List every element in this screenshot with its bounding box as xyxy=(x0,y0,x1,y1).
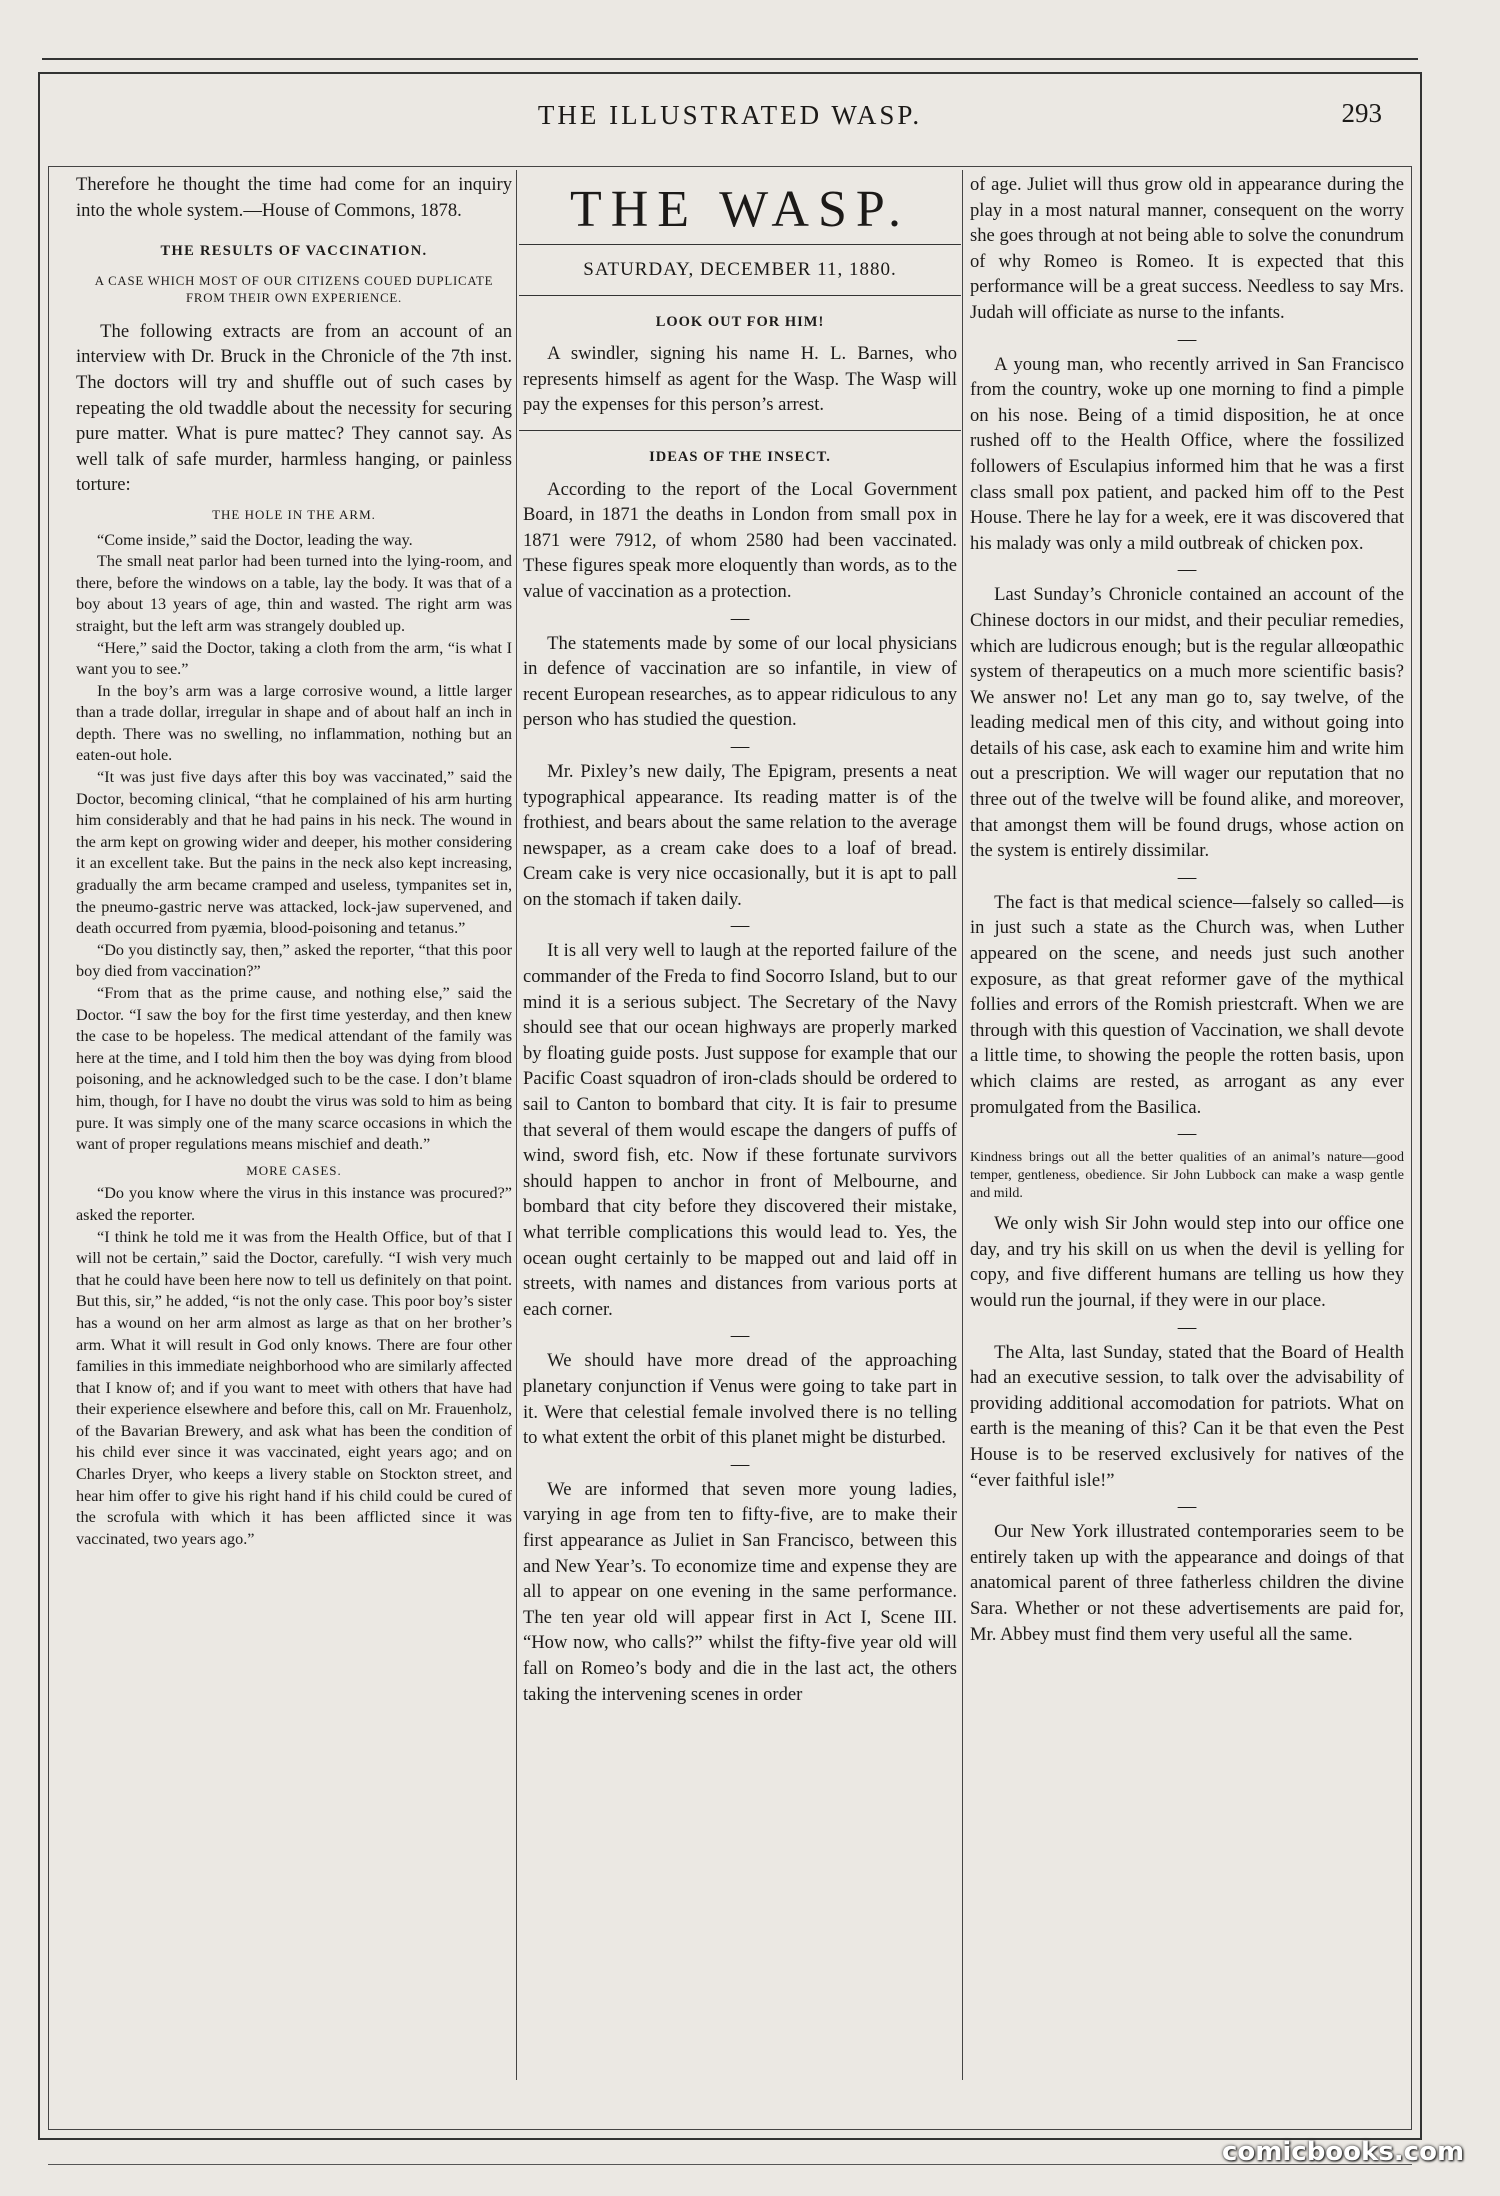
separator-dash: — xyxy=(730,607,750,629)
editorial-paragraph: Our New York illustrated contemporaries seem to be entirely taken up with the appearance and doings of that anatomical parent of three fatherless children the divine Sara. Whether or not these advertisements are paid for, Mr. Abbey must find them very useful all the same. xyxy=(970,1521,1404,1645)
running-head: THE ILLUSTRATED WASP. xyxy=(537,100,923,130)
editorial-heading: IDEAS OF THE INSECT. xyxy=(649,448,831,465)
intro-paragraph: Therefore he thought the time had come for an inquiry into the whole system.—House of Commons, 1878. xyxy=(76,174,512,221)
dateline-rule xyxy=(519,295,961,296)
separator-dash: — xyxy=(1177,328,1197,350)
article-paragraph: “Here,” said the Doctor, taking a cloth from the arm, “is what I want you to see.” xyxy=(76,638,512,679)
masthead: THE WASP. xyxy=(569,181,911,238)
column-3 xyxy=(970,172,1404,1647)
editorial-paragraph: A young man, who recently arrived in San Francisco from the country, woke up one morning to find a pimple on his nose. Being of a timid disposition, he at once rushed off to the Health Office, where the fossilized followers of Esculapius informed him that he was a first class small pox patient, and packed him off to the Pest House. There he lay for a week, ere it was discovered that his malady was only a mild outbreak of chicken pox. xyxy=(970,353,1404,554)
separator-dash: — xyxy=(1177,1316,1197,1338)
separator-dash: — xyxy=(730,1325,750,1347)
page-number: 293 xyxy=(1341,98,1382,128)
article-paragraph: “It was just five days after this boy was vaccinated,” said the Doctor, becoming clinical, “that he complained of his arm hurting him considerably and that he had pains in his neck. The wound in the arm kept on growing wider and deeper, his mother considering it an excellent take. But the pains in the neck also kept increasing, gradually the arm became cramped and useless, tympanites set in, the pneumo-gastric nerve was attacked, lock-jaw supervened, and death occurred from pyæmia, blood-poisoning and tetanus.” xyxy=(76,768,512,938)
article-paragraph: The following extracts are from an account of an interview with Dr. Bruck in the Chronicle of the 7th inst. The doctors will try and shuffle out of such cases by repeating the old twaddle about the necessity for securing pure matter. What is pure mattec? They cannot say. As well talk of safe murder, harmless hanging, or painless torture: xyxy=(76,320,512,496)
notice-heading: LOOK OUT FOR HIM! xyxy=(655,313,825,330)
editorial-paragraph: The statements made by some of our local physicians in defence of vaccination are so infantile, in view of recent European researches, as to appear ridiculous to any person who has studied the question. xyxy=(523,632,957,731)
article-paragraph: “Come inside,” said the Doctor, leading the way. xyxy=(97,530,413,549)
separator-dash: — xyxy=(730,735,750,757)
section-heading-hole: THE HOLE IN THE ARM. xyxy=(212,506,376,522)
article-paragraph: The small neat parlor had been turned into the lying-room, and there, before the windows on a table, lay the body. It was that of a boy about 13 years of age, thin and wasted. The right arm was straight, but the left arm was strangely doubled up. xyxy=(76,552,512,635)
article-paragraph: “From that as the prime cause, and nothing else,” said the Doctor. “I saw the boy for the first time yesterday, and then knew the case to be hopeless. The medical attendant of the family was here at the time, and I told him then the boy was dying from blood poisoning, and he acknowledged such to be the case. I don’t blame him, though, for I have no doubt the virus was sold to him as being pure. It was simply one of the many scarce occasions in which the want of proper regulations means mischief and death.” xyxy=(76,984,512,1154)
editorial-paragraph: The Alta, last Sunday, stated that the Board of Health had an executive session, to talk over the advisability of providing additional accomodation for patriots. What on earth is the meaning of this? Can it be that even the Pest House is to be reserved exclusively for natives of the “ever faithful isle!” xyxy=(970,1341,1404,1491)
separator-dash: — xyxy=(1177,1496,1197,1518)
column-divider-1 xyxy=(516,170,517,2080)
editorial-paragraph: It is all very well to laugh at the reported failure of the commander of the Freda to find Socorro Island, but to our mind it is a serious subject. The Secretary of the Navy should see that our ocean highways are properly marked by floating guide posts. Just suppose for example that our Pacific Coast squadron of iron-clads should be ordered to sail to Canton to bombard that city. It is fair to presume that several of them would escape the dangers of puffs of wind, sword fish, etc. Now if these fortunate survivors should happen to anchor in front of Melbourne, and bombard that city before they discovered their mistake, what terrible complications this would lead to. Yes, the ocean ought certainly to be mapped out and laid off in streets, with names and distances from various ports at each corner. xyxy=(523,940,957,1320)
article-paragraph: “Do you know where the virus in this instance was procured?” asked the reporter. xyxy=(76,1184,512,1224)
editorial-paragraph: According to the report of the Local Government Board, in 1871 the deaths in London from small pox in 1871 were 7912, of whom 2580 had been vaccinated. These figures speak more eloquently than words, as to the value of vaccination as a protection. xyxy=(523,478,957,602)
top-rule xyxy=(42,58,1418,60)
notice-text: A swindler, signing his name H. L. Barnes, who represents himself as agent for the Wasp. The Wasp will pay the expenses for this person’s arrest. xyxy=(523,343,957,416)
column-1 xyxy=(76,172,512,1550)
separator-dash: — xyxy=(1177,559,1197,581)
editorial-paragraph: We are informed that seven more young ladies, varying in age from ten to fifty-five, are to make their first appearance as Juliet in San Francisco, between this and New Year’s. To economize time and expense they are all to appear on one evening in the same performance. The ten year old will appear first in Act I, Scene III. “How now, who calls?” whilst the fifty-five year old will fall on Romeo’s body and die in the last act, the others taking the intervening scenes in order xyxy=(523,1478,957,1705)
notice-rule xyxy=(519,430,961,431)
editorial-paragraph: Mr. Pixley’s new daily, The Epigram, presents a neat typographical appearance. Its reading matter is of the frothiest, and bears about the same relation to the average newspaper, as a cream cake does to a loaf of bread. Cream cake is very nice occasionally, but it is apt to pall on the stomach if taken daily. xyxy=(523,760,957,910)
dateline: SATURDAY, DECEMBER 11, 1880. xyxy=(583,259,897,280)
separator-dash: — xyxy=(730,915,750,937)
article-paragraph: In the boy’s arm was a large corrosive wound, a little larger than a trade dollar, irregular in shape and of about half an inch in depth. There was no swelling, no inflammation, nothing but an eaten-out hole. xyxy=(76,681,512,765)
section-heading-more: MORE CASES. xyxy=(246,1162,342,1178)
article-subheading: A CASE WHICH MOST OF OUR CITIZENS COUED DUPLICATE FROM THEIR OWN EXPERIENCE. xyxy=(94,273,494,305)
separator-dash: — xyxy=(1177,866,1197,888)
article-heading: THE RESULTS OF VACCINATION. xyxy=(160,243,428,260)
article-paragraph: “Do you distinctly say, then,” asked the reporter, “that this poor boy died from vaccination?” xyxy=(76,940,512,981)
quoted-item: Kindness brings out all the better qualities of an animal’s nature—good temper, gentleness, obedience. Sir John Lubbock can make a wasp gentle and mild. xyxy=(970,1150,1404,1202)
separator-dash: — xyxy=(730,1453,750,1475)
separator-dash: — xyxy=(1177,1123,1197,1145)
column-divider-2 xyxy=(962,170,963,2080)
editorial-paragraph: of age. Juliet will thus grow old in appearance during the play in a most natural manner, consequent on the worry she goes through at not being able to solve the conundrum of why Romeo is Romeo. It is expected that this performance will be a great success. Needless to say Mrs. Judah will officiate as nurse to the infants. xyxy=(970,174,1404,323)
editorial-paragraph: The fact is that medical science—falsely so called—is in just such a state as the Church was, when Luther appeared on the scene, and needs just such another exposure, as that great reformer gave of the mythical follies and errors of the Romish priestcraft. When we are through with this question of Vaccination, we shall devote a little time, to showing the people the rotten basis, upon which claims are rested, as arrogant as any ever promulgated from the Basilica. xyxy=(970,891,1404,1118)
editorial-paragraph: Last Sunday’s Chronicle contained an account of the Chinese doctors in our midst, and their peculiar remedies, which are ludicrous enough; but is the regular allœopathic system of therapeutics on a much more scientific basis? We answer no! Let any man go to, say twelve, of the leading medical men of this city, and without going into details of his case, ask each to examine him and write him out a prescription. We will wager our reputation that no three out of the twelve will be found alike, and moreover, that amongst them will be found drugs, whose action on the system is entirely dissimilar. xyxy=(970,584,1404,862)
footer-rule xyxy=(48,2164,1412,2165)
editorial-paragraph: We only wish Sir John would step into our office one day, and try his skill on us when the devil is yelling for copy, and five different humans are telling us how they would run the journal, if they were in our place. xyxy=(970,1213,1404,1311)
article-paragraph: “I think he told me it was from the Health Office, but of that I will not be certain,” said the Doctor, carefully. “I wish very much that he could have been here now to tell us definitely on that point. But this, sir,” he added, “is not the only case. This poor boy’s sister has a wound on her arm almost as large as that on her brother’s arm. What it will result in God only knows. There are four other families in this immediate neighborhood who are similarly affected that I know of; and if you want to meet with others that have had their experience elsewhere and before this, call on Mr. Frauenholz, of the Bavarian Brewery, and ask what has been the condition of his child ever since it was vaccinated, eight years ago; and on Charles Dryer, who keeps a livery stable on Stockton street, and hear him offer to give his right hand if his child could be cured of the scrofula with which it has been afflicted since it was vaccinated, two years ago.” xyxy=(76,1227,512,1548)
watermark-logo: comicbooks.com xyxy=(1222,2137,1465,2167)
column-2 xyxy=(523,172,957,1707)
editorial-paragraph: We should have more dread of the approaching planetary conjunction if Venus were going to take part in it. Were that celestial female involved there is no telling to what extent the orbit of this planet might be disturbed. xyxy=(523,1350,957,1449)
